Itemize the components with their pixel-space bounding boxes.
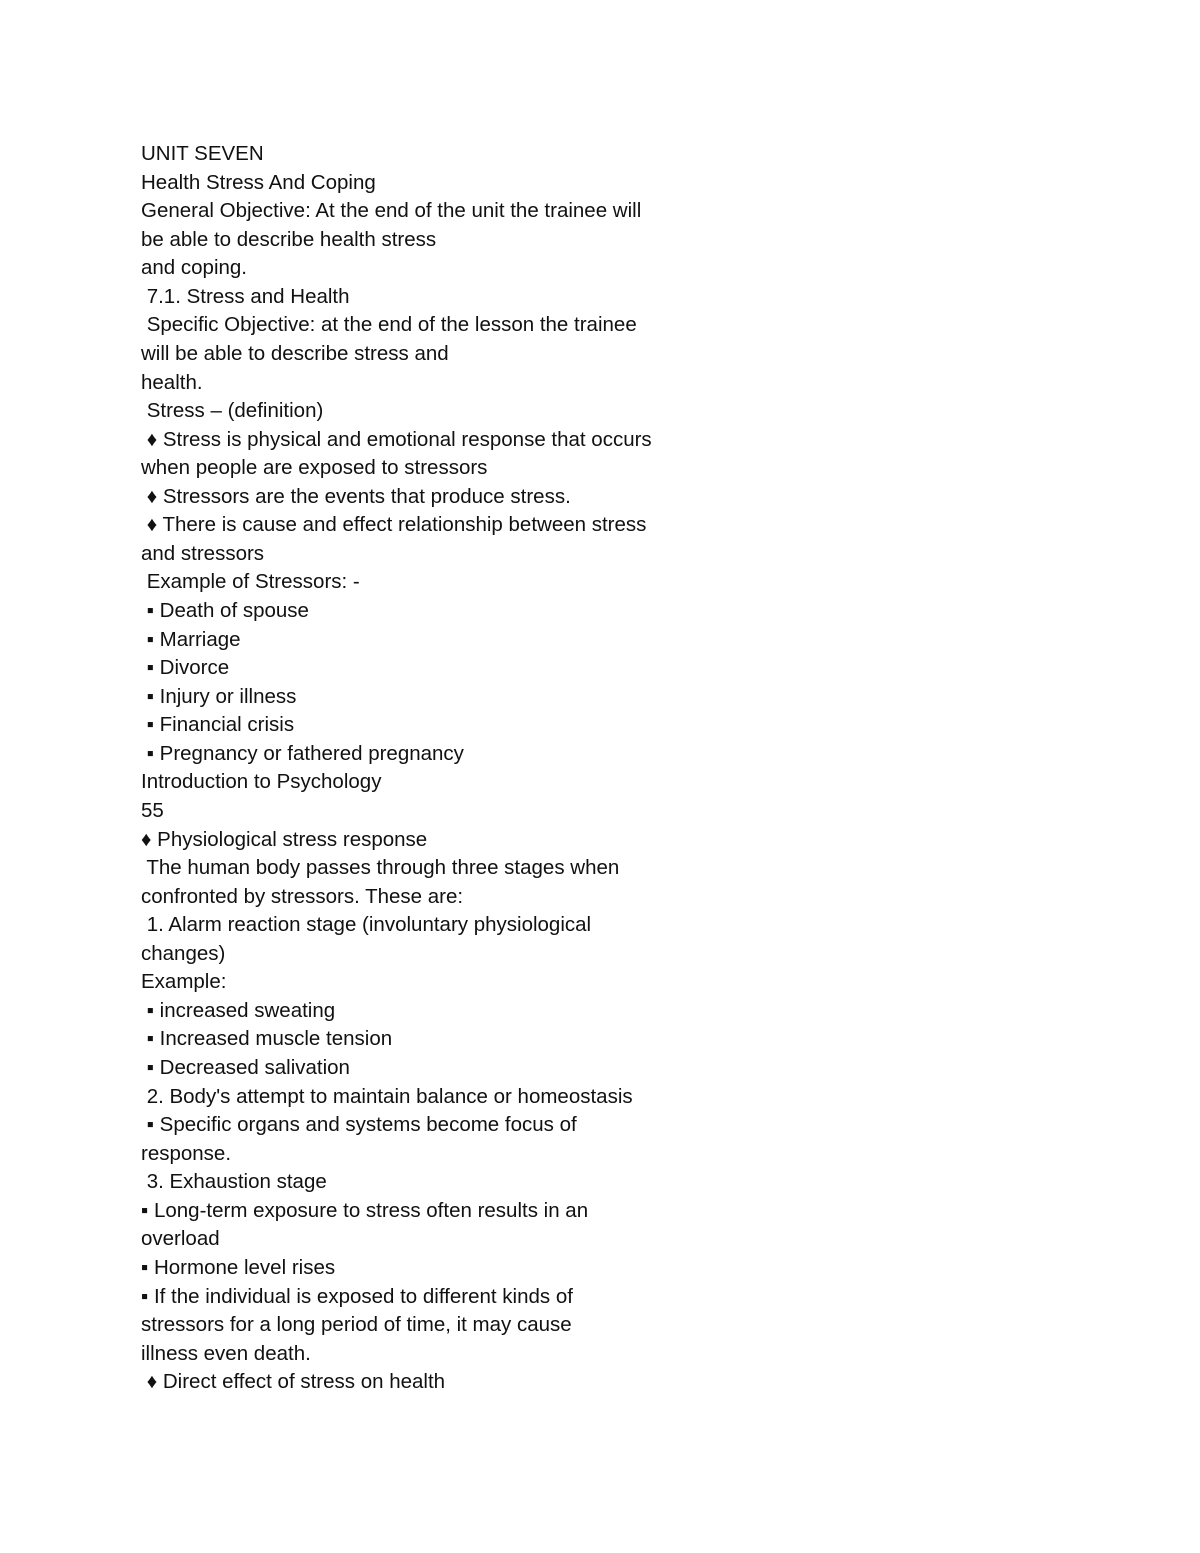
text-line: illness even death. — [141, 1341, 311, 1365]
bullet-line: ▪ increased sweating — [141, 998, 336, 1022]
text-line: Stress – (definition) — [141, 399, 324, 423]
text-line: General Objective: At the end of the unit the trainee will — [141, 199, 642, 223]
bullet-line: ▪ Death of spouse — [141, 599, 309, 622]
text-line: changes) — [141, 941, 226, 965]
text-line: health. — [141, 370, 203, 394]
unit-title: Health Stress And Coping — [141, 170, 376, 194]
numbered-line: 2. Body's attempt to maintain balance or homeostasis — [141, 1084, 633, 1108]
page-number: 55 — [141, 798, 164, 822]
bullet-line: ▪ If the individual is exposed to different kinds of — [141, 1284, 573, 1308]
bullet-line: ▪ Specific organs and systems become focus of — [141, 1113, 577, 1137]
text-line: overload — [141, 1227, 220, 1251]
unit-heading: UNIT SEVEN — [141, 142, 264, 165]
bullet-line: ▪ Increased muscle tension — [141, 1027, 393, 1051]
bullet-line: ▪ Decreased salivation — [141, 1056, 350, 1079]
bullet-line: ♦ Physiological stress response — [141, 827, 428, 851]
bullet-line: ▪ Pregnancy or fathered pregnancy — [141, 741, 464, 765]
bullet-line: ♦ There is cause and effect relationship between stress — [141, 513, 647, 537]
bullet-line: ♦ Stressors are the events that produce stress. — [141, 484, 571, 508]
section-heading: 7.1. Stress and Health — [141, 284, 350, 308]
bullet-line: ▪ Long-term exposure to stress often results in an — [141, 1198, 589, 1222]
numbered-line: 1. Alarm reaction stage (involuntary physiological — [141, 913, 592, 937]
bullet-line: ▪ Injury or illness — [141, 684, 297, 708]
text-line: and stressors — [141, 541, 265, 565]
bullet-line: ▪ Hormone level rises — [141, 1255, 336, 1279]
text-line: be able to describe health stress — [141, 227, 437, 251]
bullet-line: ♦ Stress is physical and emotional response that occurs — [141, 427, 652, 451]
text-line: Specific Objective: at the end of the lesson the trainee — [141, 313, 637, 337]
numbered-line: 3. Exhaustion stage — [141, 1170, 327, 1194]
bullet-line: ♦ Direct effect of stress on health — [141, 1370, 446, 1394]
text-line: and coping. — [141, 256, 248, 280]
text-line: stressors for a long period of time, it may cause — [141, 1313, 572, 1337]
bullet-line: ▪ Financial crisis — [141, 713, 295, 737]
bullet-line: ▪ Divorce — [141, 656, 230, 680]
text-line: Example of Stressors: - — [141, 570, 360, 594]
text-line: response. — [141, 1141, 232, 1165]
text-line: confronted by stressors. These are: — [141, 884, 464, 908]
text-line: The human body passes through three stages when — [141, 856, 620, 880]
text-line: Example: — [141, 970, 227, 994]
text-line: will be able to describe stress and — [141, 341, 449, 365]
running-header: Introduction to Psychology — [141, 770, 382, 794]
text-line: when people are exposed to stressors — [141, 456, 488, 480]
document-text — [141, 140, 701, 1397]
bullet-line: ▪ Marriage — [141, 627, 241, 651]
